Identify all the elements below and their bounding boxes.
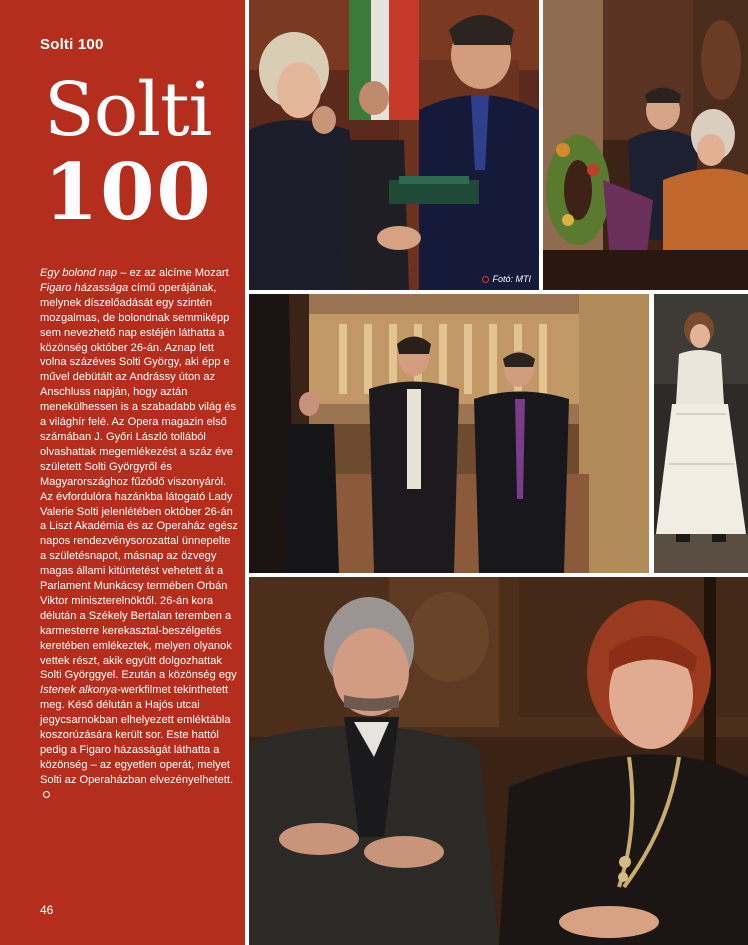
article-body (40, 266, 238, 803)
photo-roundtable (249, 577, 748, 945)
film-title: Istenek alkonya (40, 684, 118, 697)
article-text-a: – ez az alcíme Mozart (117, 267, 229, 279)
headline-line-2: 100 (44, 147, 213, 238)
photo-singer-image (654, 294, 748, 573)
photo-wreath-image (543, 0, 748, 290)
photo-credit-text: Fotó: MTI (492, 274, 531, 284)
photo-staircase-image (249, 294, 649, 573)
photo-roundtable-image (249, 577, 748, 945)
article-paragraph (40, 266, 238, 803)
article-text-b: című operájának, melynek díszelőadását egy szintén mozgalmas, de bolondnak semmiképp sem nevezhető nap estéjén láthatta a közönség október 26-án. Aznap lett volna százéves Solti György, aki épp e művel debütált az Andrássy úton az Anschluss napján, hogy aztán menekülhessen is a szabadabb világ és a világhír felé. Az Opera magazin első számában J. Győri László tollából olvashattak megemlékezést a száz éve született Solti Györgyről és Magyarországhoz fűződő viszonyáról. Az évfordulóra hazánkba látogató Lady Valerie Solti jelenlétében október 26-án a Liszt Akadémia és az Operaház egész napos rendezvénysorozattal ünnepelte a születésnapot, másnap az özvegy magas állami kitüntetést vehetett át a Parlament Munkácsy termében Orbán Viktor miniszterelnöktől. 26-án kora délután a Székely Bertalan teremben a karmesterre kerekasztal-beszélgetés keretében emlékeztek, melyen olyanok vettek részt, akik együtt dolgozhattak Solti Györggyel. Ezután a közönség egy (40, 281, 238, 682)
photo-handshake-image (249, 0, 539, 290)
photo-staircase (249, 294, 649, 573)
photo-credit (482, 274, 531, 284)
headline-line-1: Solti (44, 67, 212, 153)
page-number: 46 (40, 903, 54, 917)
article-text-c: -werkfilmet tekinthetett meg. Késő délután a Hajós utcai jegycsarnokban elhelyezett emléktábla koszorúzására került sor. Este hattól pedig a Figaro házasságát láthatta a közönség – az egyetlen operát, melyet Solti az Operaházban elvezényelhetett. (40, 684, 234, 786)
article-lead: Egy bolond nap (40, 267, 118, 279)
photo-wreath (543, 0, 748, 290)
section-label: Solti 100 (40, 36, 104, 53)
end-mark-icon (43, 791, 50, 798)
credit-dot-icon (482, 276, 489, 283)
photo-singer (654, 294, 748, 573)
photo-handshake (249, 0, 539, 290)
opera-title: Figaro házassága (40, 281, 129, 294)
red-sidebar (0, 0, 245, 945)
